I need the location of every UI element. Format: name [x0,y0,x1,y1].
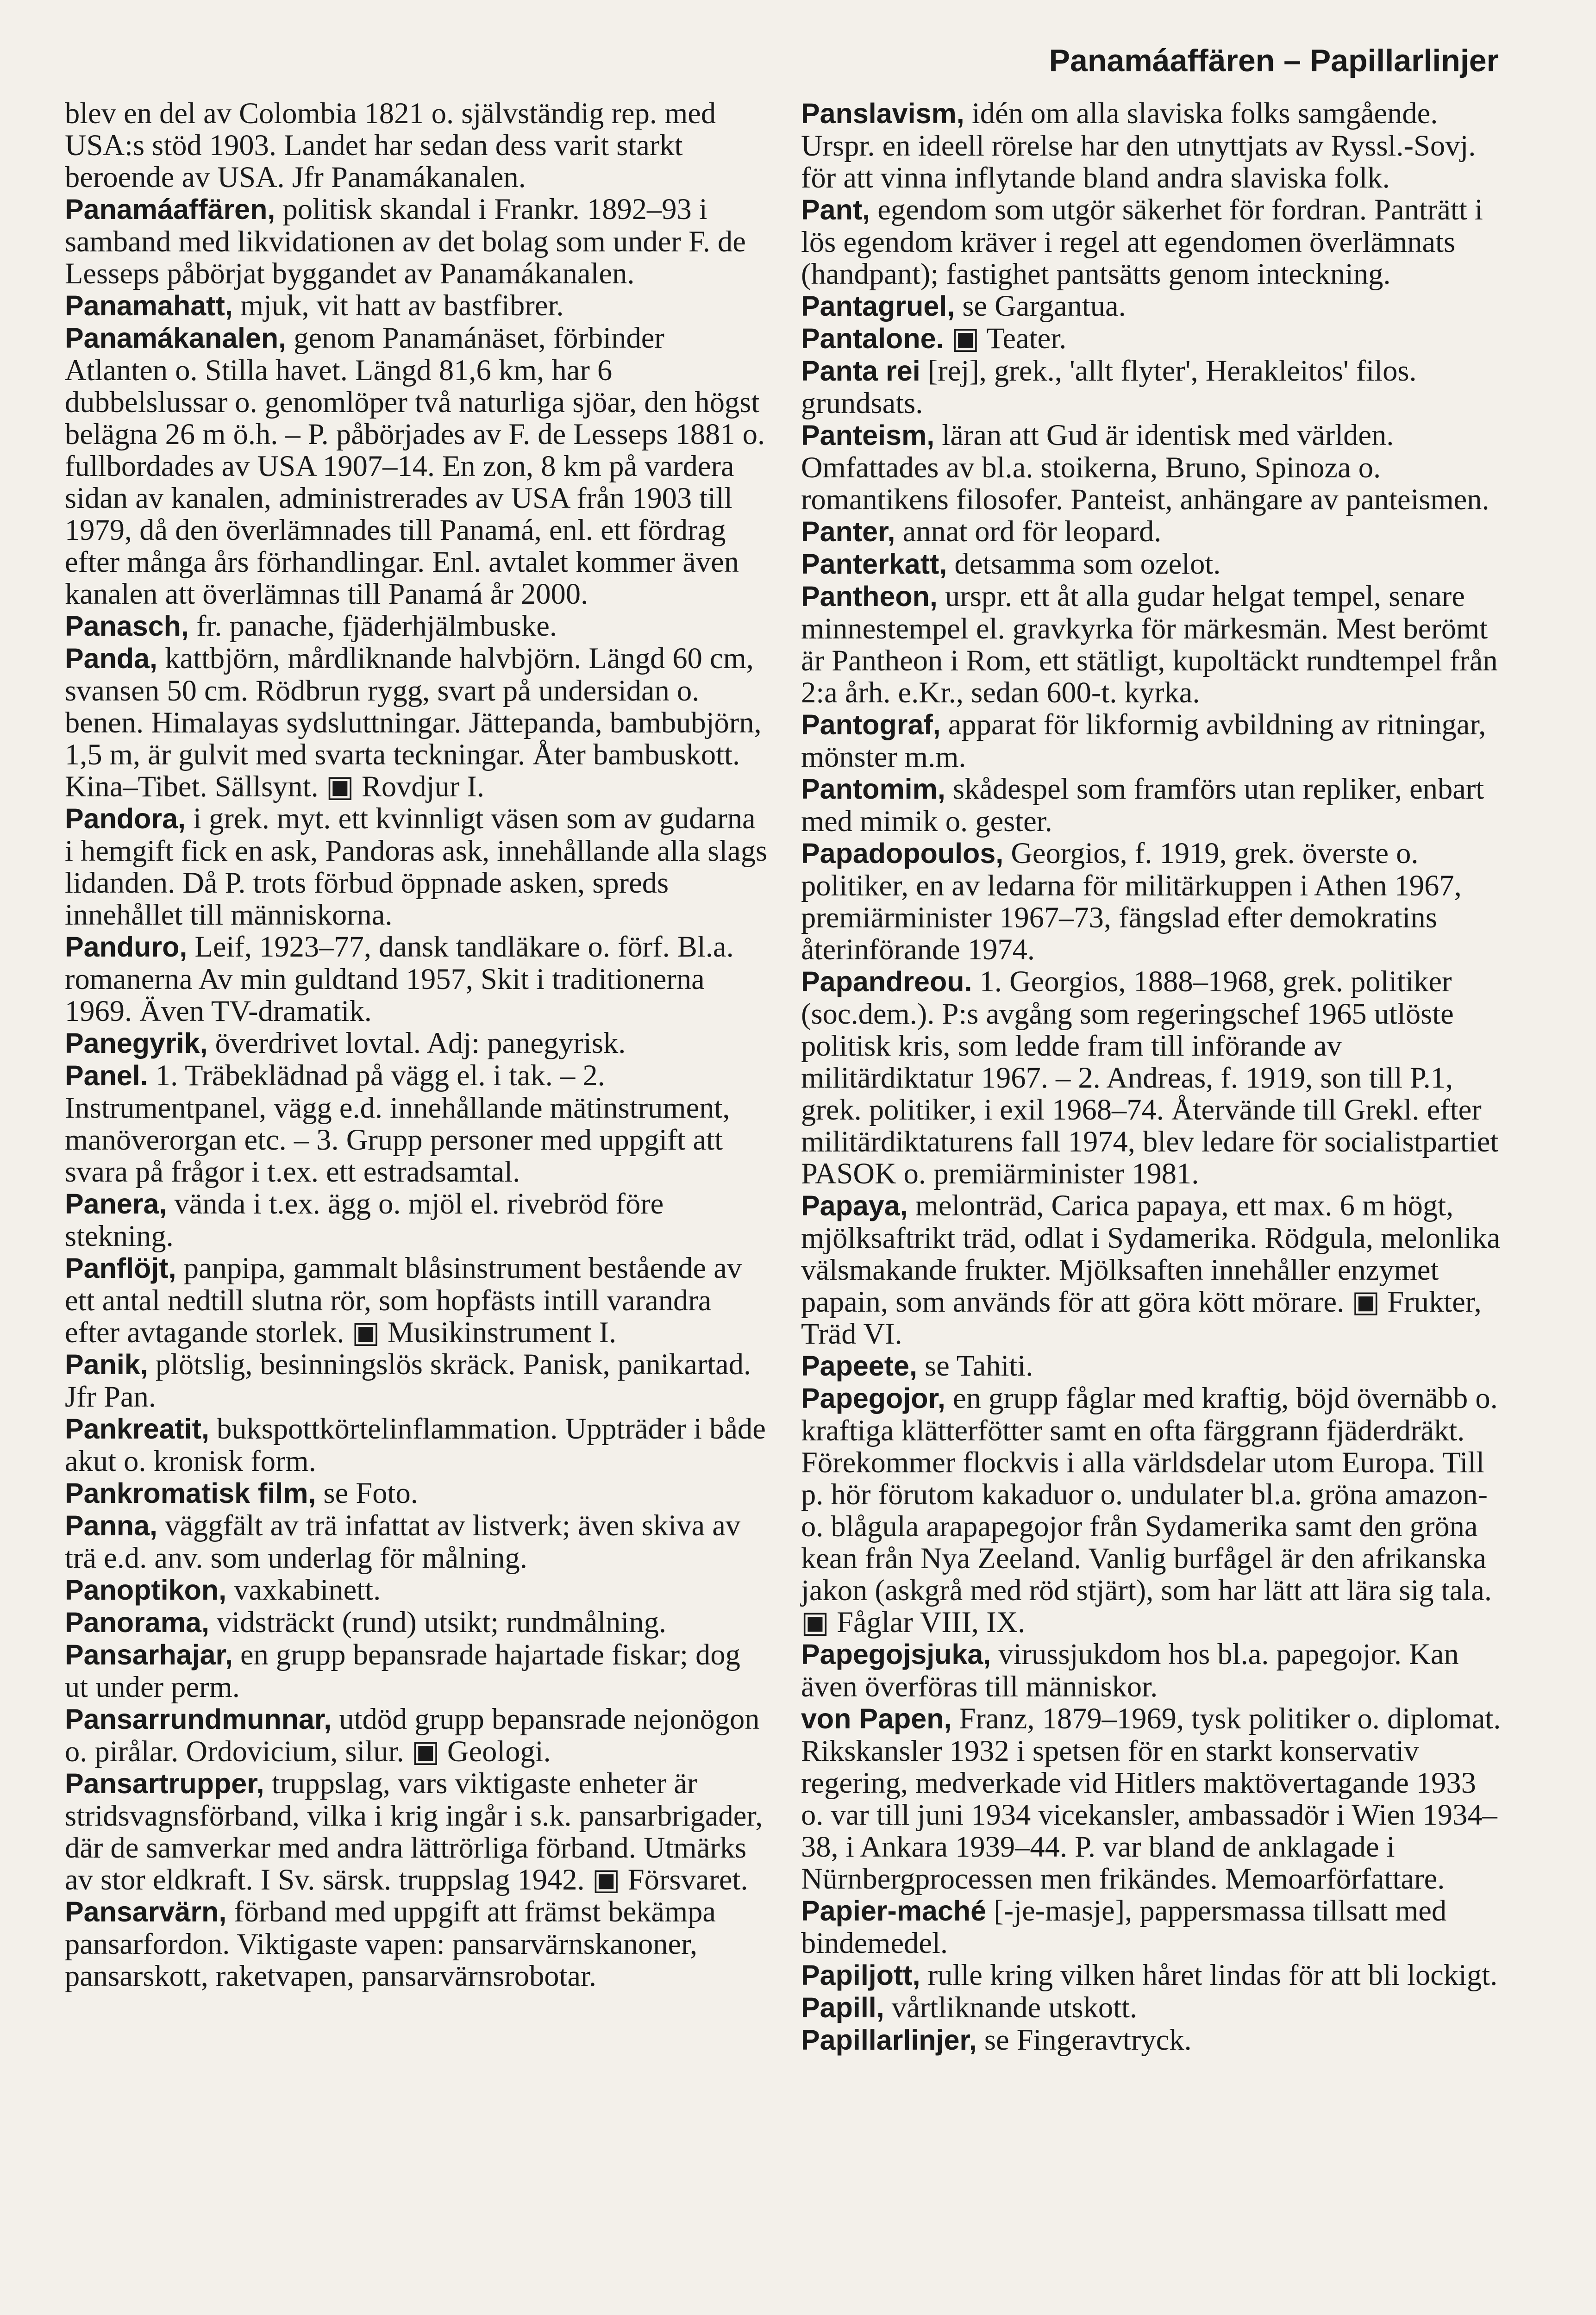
dictionary-entry [65,1059,769,1188]
entry-text: urspr. ett åt alla gudar helgat tempel, senare minnestempel el. gravkyrka för märkesmän. Mest berömt är Pantheon i Rom, ett stätligt, kupoltäckt rundtempel från 2:a årh. e.Kr., sedan 600-t. kyrka. [801,580,1498,709]
entry-headword: Papandreou. [801,966,972,997]
page-header: Panamáaffären – Papillarlinjer [1049,43,1499,78]
dictionary-entry [801,515,1505,548]
dictionary-entry [65,1027,769,1059]
entry-text: politisk skandal i Frankr. 1892–93 i samband med likvidationen av det bolag som under F. de Lesseps påbörjat byggandet av Panamákanalen. [65,193,746,290]
entry-headword: Pansarhajar, [65,1639,233,1671]
dictionary-entry [801,355,1505,419]
entry-headword: Panegyrik, [65,1027,208,1059]
entry-text: kattbjörn, mårdliknande halvbjörn. Längd 60 cm, svansen 50 cm. Rödbrun rygg, svart på undersidan o. benen. Himalayas sydsluttningar. Jättepanda, bambubjörn, 1,5 m, är gulvit med svarta teckningar. Åter bambuskott. Kina–Tibet. Sällsynt. ▣ Rovdjur I. [65,642,762,803]
entry-headword: Papier-maché [801,1895,987,1927]
entry-text: 1. Träbeklädnad på vägg el. i tak. – 2. Instrumentpanel, vägg e.d. innehållande mätinstrument, manöverorgan etc. – 3. Grupp personer med uppgift att svara på frågor i t.ex. ett estradsamtal. [65,1059,730,1188]
entry-text: apparat för likformig avbildning av ritningar, mönster m.m. [801,708,1486,773]
dictionary-entry [65,1188,769,1252]
entry-headword: Pankromatisk film, [65,1477,316,1509]
entry-headword: Papegojsjuka, [801,1639,991,1670]
dictionary-entry [801,290,1505,322]
entry-headword: Papegojor, [801,1383,945,1414]
entry-headword: Panslavism, [801,98,964,129]
entry-text: panpipa, gammalt blåsinstrument bestående av ett antal nedtill slutna rör, som hopfästs intill varandra efter avtagande storlek. ▣ Musikinstrument I. [65,1251,742,1349]
dictionary-entry [801,322,1505,355]
entry-headword: Panorama, [65,1607,209,1638]
entry-headword: Panter, [801,516,895,547]
entry-text: blev en del av Colombia 1821 o. självständig rep. med USA:s stöd 1903. Landet har sedan dess varit starkt beroende av USA. Jfr Panamákanalen. [65,97,716,194]
entry-text: ▣ Teater. [944,322,1067,355]
entry-headword: Panta rei [801,355,920,387]
dictionary-entry [801,1991,1505,2024]
entry-text: skådespel som framförs utan repliker, enbart med mimik o. gester. [801,772,1484,838]
dictionary-entry [65,322,769,610]
dictionary-entry [65,1767,769,1896]
dictionary-entry [65,802,769,931]
dictionary-entry [65,1574,769,1606]
entry-headword: Panik, [65,1349,148,1380]
entry-text: mjuk, vit hatt av bastfibrer. [232,289,564,322]
dictionary-entry [65,289,769,322]
dictionary-entry [65,1509,769,1574]
left-column [65,97,769,1992]
entry-text: detsamma som ozelot. [947,547,1221,580]
entry-headword: Papiljott, [801,1959,920,1991]
entry-headword: Papadopoulos, [801,838,1004,869]
entry-headword: Panda, [65,643,158,674]
entry-headword: Panflöjt, [65,1252,176,1284]
dictionary-entry [65,1639,769,1703]
entry-text: se Fingeravtryck. [976,2023,1192,2056]
entry-text: läran att Gud är identisk med världen. Omfattades av bl.a. stoikerna, Bruno, Spinoza o. romantikens filosofer. Panteist, anhängare av panteismen. [801,419,1490,516]
entry-headword: von Papen, [801,1703,952,1734]
dictionary-entry [65,642,769,802]
dictionary-entry [801,837,1505,965]
dictionary-entry [801,194,1505,290]
entry-text: se Gargantua. [955,289,1126,322]
entry-headword: Panera, [65,1188,167,1220]
dictionary-entry [65,193,769,289]
entry-headword: Panamáaffären, [65,194,275,225]
entry-text: en grupp bepansrade hajartade fiskar; dog ut under perm. [65,1638,740,1703]
entry-headword: Pansarrundmunnar, [65,1703,332,1735]
entry-text: Franz, 1879–1969, tysk politiker o. diplomat. Rikskansler 1932 i spetsen för en starkt konservativ regering, medverkade vid Hitlers maktövertagande 1933 o. var till juni 1934 vicekansler, ambassadör i Wien 1934–38, i Ankara 1939–44. P. var bland de anklagade i Nürnbergprocessen men frikändes. Memoarförfattare. [801,1702,1501,1895]
entry-text: plötslig, besinningslös skräck. Panisk, panikartad. Jfr Pan. [65,1348,751,1413]
entry-text: bukspottkörtelinflammation. Uppträder i både akut o. kronisk form. [65,1412,766,1477]
dictionary-entry [801,1895,1505,1959]
entry-text: rulle kring vilken håret lindas för att bli lockigt. [920,1958,1498,1991]
entry-text: 1. Georgios, 1888–1968, grek. politiker (soc.dem.). P:s avgång som regeringschef 1965 utlöste politisk kris, som ledde fram till införande av militärdiktatur 1967. – 2. Andreas, f. 1919, son till P.1, grek. politiker, i exil 1968–74. Återvände till Grekl. efter militärdiktaturens fall 1974, blev ledare för socialistpartiet PASOK o. premiärminister 1981. [801,965,1499,1190]
dictionary-entry [65,97,769,193]
entry-text: utdöd grupp bepansrade nejonögon o. pirålar. Ordovicium, silur. ▣ Geologi. [65,1702,760,1768]
entry-text: i grek. myt. ett kvinnligt väsen som av gudarna i hemgift fick en ask, Pandoras ask, innehållande alla slags lidanden. Då P. trots förbud öppnade asken, spreds innehållet till människorna. [65,802,768,931]
entry-headword: Pantagruel, [801,290,955,322]
dictionary-entry [801,1350,1505,1382]
dictionary-entry [65,1703,769,1767]
entry-headword: Panamákanalen, [65,322,287,354]
entry-text: annat ord för leopard. [895,515,1162,548]
entry-headword: Panoptikon, [65,1574,227,1606]
entry-headword: Pant, [801,194,870,225]
entry-headword: Pantomim, [801,773,945,805]
dictionary-entry [801,773,1505,837]
entry-headword: Pandora, [65,803,186,834]
dictionary-entry [65,1348,769,1413]
entry-text: vaxkabinett. [226,1573,381,1606]
entry-text: se Foto. [316,1477,418,1509]
dictionary-entry [801,548,1505,580]
dictionary-entry [65,610,769,642]
dictionary-entry [801,1382,1505,1638]
dictionary-entry [801,97,1505,194]
dictionary-entry [801,419,1505,515]
entry-headword: Panteism, [801,419,935,451]
entry-text: en grupp fåglar med kraftig, böjd övernäbb o. kraftiga klätterfötter samt en ofta färggrann fjäderdräkt. Förekommer flockvis i alla världsdelar utom Europa. Till p. hör förutom kakaduor o. undulater bl.a. gröna amazon- o. blågula arapapegojor från Sydamerika samt den gröna kean från Nya Zeeland. Vanlig burfågel är den afrikanska jakon (askgrå med röd stjärt), som har lätt att lära sig tala. ▣ Fåglar VIII, IX. [801,1382,1498,1639]
entry-text: melonträd, Carica papaya, ett max. 6 m högt, mjölksaftrikt träd, odlat i Sydamerika. Rödgula, melonlika välsmakande frukter. Mjölksaften innehåller enzymet papain, som används för att göra kött mörare. ▣ Frukter, Träd VI. [801,1189,1501,1350]
entry-text: idén om alla slaviska folks samgående. Urspr. en ideell rörelse har den utnyttjats av Ryssl.-Sovj. för att vinna inflytande bland andra slaviska folk. [801,97,1476,194]
entry-headword: Pansartrupper, [65,1768,264,1799]
entry-headword: Papillarlinjer, [801,2024,977,2056]
entry-headword: Pantograf, [801,709,941,740]
entry-text: [-je-masje], pappersmassa tillsatt med bindemedel. [801,1894,1447,1959]
entry-headword: Pantalone. [801,323,944,354]
right-column [801,97,1505,2056]
entry-text: egendom som utgör säkerhet för fordran. Panträtt i lös egendom kräver i regel att egendomen överlämnats (handpant); fastighet pantsätts genom inteckning. [801,193,1483,290]
entry-text: överdrivet lovtal. Adj: panegyrisk. [207,1026,626,1059]
entry-headword: Panasch, [65,610,189,642]
entry-text: vidsträckt (rund) utsikt; rundmålning. [209,1606,666,1639]
entry-headword: Papeete, [801,1350,917,1382]
dictionary-entry [801,1702,1505,1895]
entry-text: se Tahiti. [917,1349,1033,1382]
entry-headword: Pankreatit, [65,1413,209,1445]
entry-text: Leif, 1923–77, dansk tandläkare o. förf. Bl.a. romanerna Av min guldtand 1957, Skit i traditionerna 1969. Även TV-dramatik. [65,930,734,1027]
dictionary-entry [801,580,1505,708]
dictionary-entry [801,1189,1505,1350]
entry-headword: Panamahatt, [65,290,233,321]
entry-text: genom Panamánäset, förbinder Atlanten o. Stilla havet. Längd 81,6 km, har 6 dubbelslussar o. genomlöper två naturliga sjöar, den högst belägna 26 m ö.h. – P. påbörjades av F. de Lesseps 1881 o. fullbordades av USA 1907–14. En zon, 8 km på vardera sidan av kanalen, administrerades av USA från 1903 till 1979, då den överlämnades till Panamá, enl. ett fördrag efter många års förhandlingar. Enl. avtalet kommer även kanalen att överlämnas till Panamá år 2000. [65,321,765,610]
entry-headword: Panduro, [65,931,188,963]
entry-headword: Panterkatt, [801,548,947,580]
dictionary-entry [801,965,1505,1189]
entry-headword: Papill, [801,1992,884,2023]
entry-text: vårtliknande utskott. [884,1991,1138,2024]
dictionary-entry [801,708,1505,773]
dictionary-entry [65,1477,769,1509]
dictionary-entry [65,931,769,1027]
entry-headword: Panna, [65,1510,158,1541]
dictionary-entry [65,1606,769,1639]
entry-headword: Panel. [65,1060,148,1091]
dictionary-entry [801,1638,1505,1702]
entry-text: truppslag, vars viktigaste enheter är stridsvagnsförband, vilka i krig ingår i s.k. pansarbrigader, där de samverkar med andra lättrörliga förband. Utmärks av stor eldkraft. I Sv. särsk. truppslag 1942. ▣ Försvaret. [65,1767,763,1896]
entry-headword: Pantheon, [801,581,938,612]
dictionary-entry [65,1252,769,1348]
entry-text: fr. panache, fjäderhjälmbuske. [188,609,557,642]
entry-text: vända i t.ex. ägg o. mjöl el. rivebröd före stekning. [65,1187,664,1252]
entry-text: väggfält av trä infattat av listverk; även skiva av trä e.d. anv. som underlag för målning. [65,1509,741,1574]
entry-text: [rej], grek., 'allt flyter', Herakleitos' filos. grundsats. [801,354,1417,419]
entry-text: förband med uppgift att främst bekämpa pansarfordon. Viktigaste vapen: pansarvärnskanoner, pansarskott, raketvapen, pansarvärnsrobotar. [65,1895,716,1992]
entry-headword: Papaya, [801,1190,908,1221]
dictionary-entry [65,1413,769,1477]
entry-headword: Pansarvärn, [65,1896,227,1927]
dictionary-entry [801,2024,1505,2056]
dictionary-entry [65,1896,769,1992]
dictionary-entry [801,1959,1505,1991]
entry-text: virussjukdom hos bl.a. papegojor. Kan även överföras till människor. [801,1638,1459,1703]
entry-text: Georgios, f. 1919, grek. överste o. politiker, en av ledarna för militärkuppen i Athen 1967, premiärminister 1967–73, fängslad efter demokratins återinförande 1974. [801,837,1462,966]
